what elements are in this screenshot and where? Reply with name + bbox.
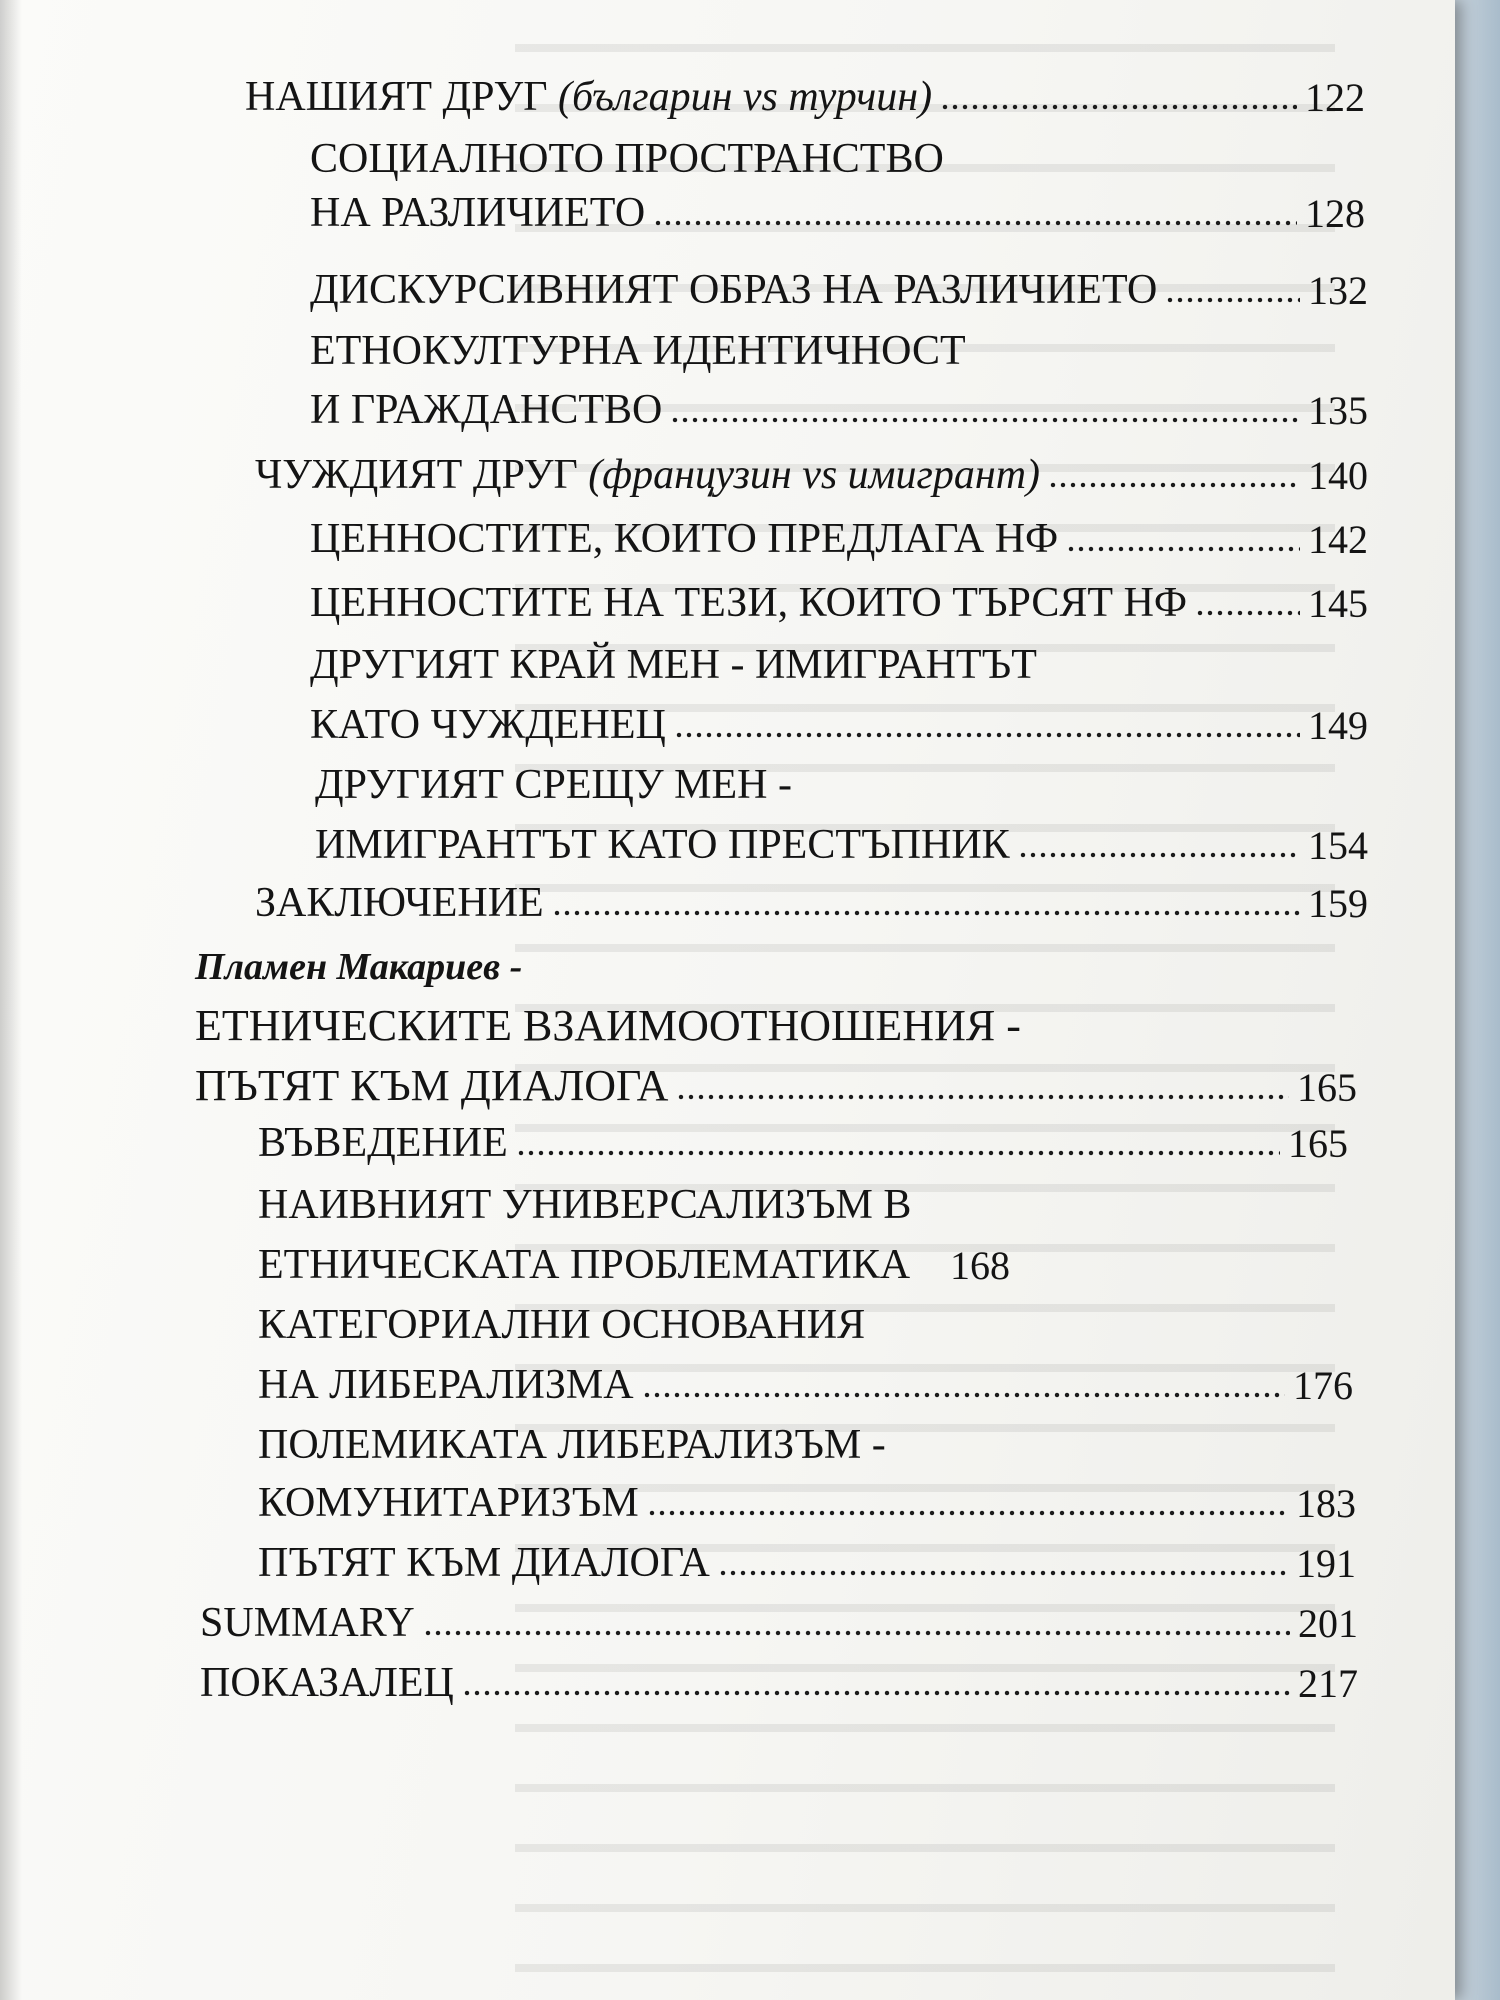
toc-entry-title: ПОЛЕМИКАТА ЛИБЕРАЛИЗЪМ - [258,1422,886,1468]
dot-leader [1165,295,1300,305]
toc-entry-title: ВЪВЕДЕНИЕ [258,1120,508,1166]
toc-entry [315,750,792,806]
dot-leader [423,1628,1290,1638]
toc-entry [310,124,944,180]
dot-leader [462,1688,1290,1698]
dot-leader [940,102,1297,112]
toc-page-number: 159 [1308,881,1368,926]
toc-entry-title: ЗАКЛЮЧЕНИЕ [255,880,544,926]
toc-entry [310,630,1037,686]
toc-entry-title: КАТЕГОРИАЛНИ ОСНОВАНИЯ [258,1302,866,1348]
toc-entry [258,1108,1348,1164]
dot-leader [647,1508,1288,1518]
toc-page-number: 165 [1288,1121,1348,1166]
toc-entry [258,1468,1356,1524]
toc-entry-title: ЕТНИЧЕСКАТА ПРОБЛЕМАТИКА [258,1242,911,1288]
toc-entry [310,316,966,372]
toc-entry-title: ЦЕННОСТИТЕ НА ТЕЗИ, КОИТО ТЪРСЯТ НФ [310,580,1188,626]
dot-leader [1195,608,1300,618]
toc-entry-title: ИМИГРАНТЪТ КАТО ПРЕСТЪПНИК [315,822,1010,868]
toc-entry [258,1350,1353,1406]
toc-entry-title: НАИВНИЯТ УНИВЕРСАЛИЗЪМ В [258,1182,912,1228]
toc-page-number: 165 [1297,1065,1357,1110]
dot-leader [516,1148,1280,1158]
toc-entry [200,1648,1358,1704]
toc-page-number: 191 [1296,1541,1356,1586]
toc-entry-title: ПЪТЯТ КЪМ ДИАЛОГА [258,1540,710,1586]
toc-entry [310,178,1365,234]
toc-page-number: 183 [1296,1481,1356,1526]
toc-page-number: 149 [1308,703,1368,748]
toc-entry-title: СОЦИАЛНОТО ПРОСТРАНСТВО [310,136,944,182]
page-gutter-shadow [0,0,22,2000]
toc-entry-title: ЕТНИЧЕСКИТЕ ВЗАИМООТНОШЕНИЯ - [195,1001,1021,1050]
toc-entry-title: И ГРАЖДАНСТВО [310,387,663,433]
toc-entry-title: Пламен Макариев - [195,946,523,988]
toc-entry-title: КАТО ЧУЖДЕНЕЦ [310,702,666,748]
toc-entry [245,62,1365,118]
toc-page-number: 135 [1308,388,1368,433]
toc-entry-title: НА ЛИБЕРАЛИЗМА [258,1362,634,1408]
toc-page-number: 132 [1308,268,1368,313]
dot-leader [1066,544,1300,554]
toc-entry [310,568,1368,624]
toc-page-number: 201 [1298,1601,1358,1646]
toc-entry-title: НА РАЗЛИЧИЕТО [310,190,646,236]
toc-entry [315,810,1368,866]
toc-entry [200,1588,1358,1644]
toc-entry [310,375,1368,431]
author-name [195,930,522,986]
toc-entry-subtitle: (французин vs имигрант) [588,452,1041,498]
dot-leader [653,218,1297,228]
toc-entry-title: ПЪТЯТ КЪМ ДИАЛОГА [195,1061,669,1110]
toc-entry [258,1528,1356,1584]
toc-entry [310,690,1368,746]
toc-entry [310,255,1368,311]
toc-entry-title: ЧУЖДИЯТ ДРУГ (французин vs имигрант) [255,452,1041,498]
toc-entry [258,1290,865,1346]
toc-page-number: 176 [1293,1363,1353,1408]
toc-entry-title: ПОКАЗАЛЕЦ [200,1660,454,1706]
dot-leader [670,415,1300,425]
toc-entry [255,868,1368,924]
toc-page-number: 128 [1305,191,1365,236]
dot-leader [674,730,1300,740]
toc-page-number: 168 [950,1243,1011,1288]
toc-entry-title: SUMMARY [200,1600,415,1646]
toc-entry [258,1230,1345,1286]
toc-chapter [195,992,1021,1048]
toc-entry-title: ДИСКУРСИВНИЯТ ОБРАЗ НА РАЗЛИЧИЕТО [310,267,1158,313]
toc-entry-title: ДРУГИЯТ СРЕЩУ МЕН - [315,762,792,808]
toc-entry-subtitle: (българин vs турчин) [558,74,933,120]
toc-entry-title: ЕТНОКУЛТУРНА ИДЕНТИЧНОСТ [310,328,966,374]
toc-entry [310,504,1368,560]
toc-entry-title: НАШИЯТ ДРУГ (българин vs турчин) [245,74,933,120]
toc-page-number: 154 [1308,823,1368,868]
toc-entry-title: КОМУНИТАРИЗЪМ [258,1480,639,1526]
toc-page-number: 140 [1308,453,1368,498]
dot-leader [718,1568,1288,1578]
dot-leader [552,908,1300,918]
dot-leader [676,1092,1289,1102]
dot-leader [642,1390,1285,1400]
toc-page-number: 142 [1308,517,1368,562]
toc-entry [255,440,1368,496]
toc-entry-title: ЦЕННОСТИТЕ, КОИТО ПРЕДЛАГА НФ [310,516,1059,562]
toc-page-number: 122 [1305,75,1365,120]
toc-entry [258,1410,886,1466]
toc-entry [258,1170,911,1226]
dot-leader [1048,480,1300,490]
toc-page-number: 145 [1308,581,1368,626]
toc-chapter [195,1052,1357,1108]
toc-entry-title: ДРУГИЯТ КРАЙ МЕН - ИМИГРАНТЪТ [310,642,1037,688]
dot-leader [1018,850,1300,860]
toc-page-number: 217 [1298,1661,1358,1706]
